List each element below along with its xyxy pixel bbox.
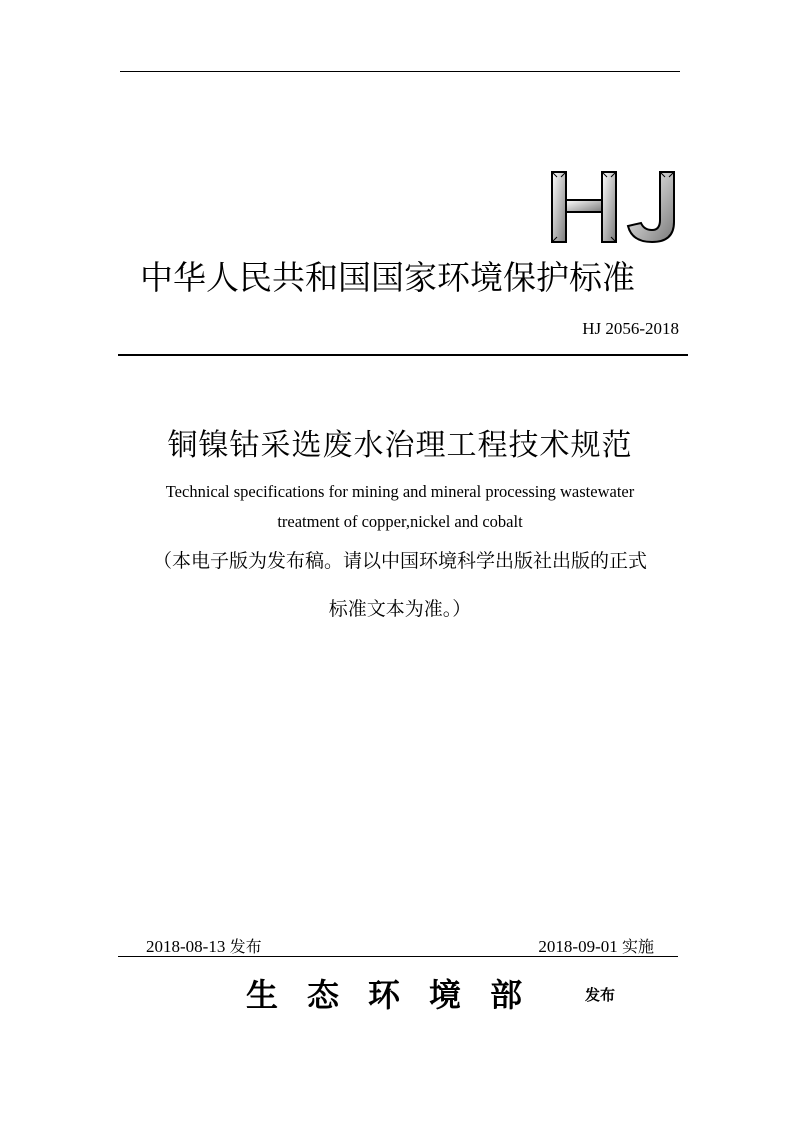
ministry-char: 境 xyxy=(429,976,462,1014)
effective-date xyxy=(538,934,654,957)
footer-divider xyxy=(118,956,678,957)
issue-date-label: 发布 xyxy=(229,937,262,956)
issuing-ministry xyxy=(246,970,522,1016)
publish-label: 发布 xyxy=(585,986,616,1004)
document-title-en-line1: Technical specifications for mining and mineral processing wastewater xyxy=(165,482,635,501)
hj-logo xyxy=(548,168,680,246)
issue-date-value: 2018-08-13 xyxy=(146,937,226,956)
document-title-en-line2: treatment of copper,nickel and cobalt xyxy=(277,512,523,531)
document-title-cn: 铜镍钴采选废水治理工程技术规范 xyxy=(167,428,633,463)
standard-code: HJ 2056-2018 xyxy=(582,319,679,338)
ministry-char: 态 xyxy=(307,976,340,1014)
effective-date-label: 实施 xyxy=(621,937,654,956)
edition-note-line1: （本电子版为发布稿。请以中国环境科学出版社出版的正式 xyxy=(152,550,647,572)
top-rule xyxy=(120,71,680,72)
issue-date xyxy=(146,934,262,957)
ministry-char: 环 xyxy=(368,976,401,1014)
header-divider xyxy=(118,354,688,356)
agency-title: 中华人民共和国国家环境保护标准 xyxy=(140,258,635,297)
effective-date-value: 2018-09-01 xyxy=(538,937,618,956)
ministry-char: 部 xyxy=(490,976,523,1014)
ministry-char: 生 xyxy=(246,976,279,1014)
edition-note-line2: 标准文本为准。） xyxy=(328,598,472,620)
